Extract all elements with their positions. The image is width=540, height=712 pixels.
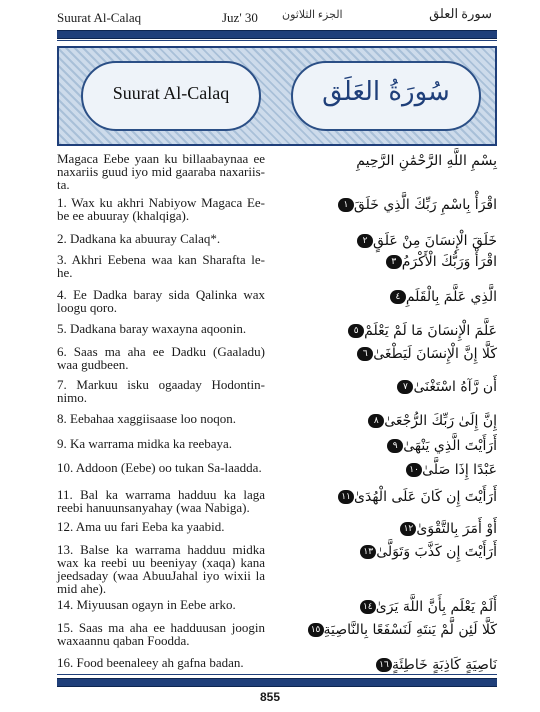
verse-somali: 11. Bal ka warrama hadduu ka laga reebi hanuunsanyahay (waa Nabiga). [57,487,265,515]
verse-somali: 9. Ka warrama midka ka reebaya. [57,436,233,451]
verse-number-marker: ٦ [357,347,373,361]
verse-arabic [287,412,497,430]
verse-number-marker: ١ [338,198,354,212]
verse-number-marker: ١١ [338,490,354,504]
verse-arabic [287,345,497,363]
verse-arabic [287,322,497,340]
verse-arabic-text: أَرَأَيْتَ إِن كَانَ عَلَى الْهُدَىٰ [354,489,497,505]
basmala-arabic: بِسْمِ اللَّهِ الرَّحْمَٰنِ الرَّحِيمِ [356,153,497,169]
page-header [0,4,540,28]
verse-number-marker: ٣ [386,255,402,269]
verse-somali: 8. Eebahaa xaggiisaase loo noqon. [57,411,237,426]
verse-arabic [287,232,497,250]
verse-number-marker: ٢ [357,234,373,248]
verse-arabic-text: عَبْدًا إِذَا صَلَّىٰ [422,462,497,478]
verse-arabic-text: أَوْ أَمَرَ بِالتَّقْوَىٰ [416,521,497,537]
verse-somali: 15. Saas ma aha ee hadduusan joogin waxaannu qaban Foodda. [57,620,265,648]
top-thin-rule [57,40,497,41]
header-juz-arabic: الجزء الثلاثون [282,9,343,21]
verse-arabic-text: أَرَأَيْتَ الَّذِي يَنْهَىٰ [403,438,497,454]
verse-number-marker: ١٥ [308,623,324,637]
verse-arabic [287,288,497,306]
verse-number-marker: ١٦ [376,658,392,672]
verse-arabic [287,253,497,271]
verse-arabic-text: اقْرَأْ بِاسْمِ رَبِّكَ الَّذِي خَلَقَ [353,197,497,213]
verse-arabic [287,656,497,674]
verse-somali: 14. Miyuusan ogayn in Eebe arko. [57,597,236,612]
verse-arabic [287,488,497,506]
banner-title-arabic: سُورَةُ العَلَق [322,77,450,107]
verse-arabic [287,621,497,639]
verse-arabic [287,543,497,561]
verse-somali: 7. Markuu isku ogaaday Hodontin-nimo. [57,377,265,405]
verse-somali: 2. Dadkana ka abuuray Calaq*. [57,231,221,246]
verse-number-marker: ٥ [348,324,364,338]
header-juz: Juz' 30 [222,10,258,25]
verse-number-marker: ٨ [368,414,384,428]
verse-arabic-text: إِنَّ إِلَىٰ رَبِّكَ الرُّجْعَىٰ [384,413,497,429]
verse-number-marker: ١٣ [360,545,376,559]
verse-arabic-text: عَلَّمَ الْإِنسَانَ مَا لَمْ يَعْلَمْ [364,323,497,339]
verse-arabic-text: الَّذِي عَلَّمَ بِالْقَلَمِ [405,289,497,305]
verse-arabic-text: أَلَمْ يَعْلَم بِأَنَّ اللَّهَ يَرَىٰ [375,599,497,615]
verse-arabic-text: أَرَأَيْتَ إِن كَذَّبَ وَتَوَلَّىٰ [376,544,497,560]
verse-somali: 5. Dadkana baray waxayna aqoonin. [57,321,247,336]
verse-number-marker: ١٠ [406,463,422,477]
verse-arabic-text: كَلَّا لَئِن لَّمْ يَنتَهِ لَنَسْفَعًا بِالنَّاصِيَةِ [323,622,497,638]
verse-number-marker: ٧ [397,380,413,394]
verse-arabic [287,520,497,538]
verse-arabic [287,437,497,455]
verse-somali: 1. Wax ku akhri Nabiyow Magaca Ee-be ee abuuray (khalqiga). [57,195,265,223]
page-number: 855 [259,690,281,704]
verse-somali: 4. Ee Dadka baray sida Qalinka wax loogu qoro. [57,287,265,315]
banner-cartouche-arabic [291,61,481,131]
verse-somali: 6. Saas ma aha ee Dadku (Gaaladu) waa gudbeen. [57,344,265,372]
header-surah-arabic: سورة العلق [429,6,492,21]
verse-arabic [287,461,497,479]
verse-arabic [287,378,497,396]
verse-arabic-text: خَلَقَ الْإِنسَانَ مِنْ عَلَقٍ [373,233,497,249]
banner-cartouche-latin [81,61,261,131]
surah-title-banner [57,46,497,146]
verse-somali: 10. Addoon (Eebe) oo tukan Sa-laadda. [57,460,262,475]
banner-title: Suurat Al-Calaq [112,83,230,103]
verse-arabic-text: اقْرَأْ وَرَبُّكَ الْأَكْرَمُ [401,254,497,270]
verse-arabic [287,598,497,616]
verse-somali: 16. Food beenaleey ah gafna badan. [57,655,244,670]
verse-number-marker: ١٤ [360,600,376,614]
verse-arabic-text: نَاصِيَةٍ كَاذِبَةٍ خَاطِئَةٍ [391,657,497,673]
bottom-thin-rule [57,674,497,675]
verse-somali: 12. Ama uu fari Eeba ka yaabid. [57,519,225,534]
verse-number-marker: ٤ [390,290,406,304]
intro-somali: Magaca Eebe yaan ku billaabaynaa ee naxariis guud iyo mid gaaraba naxariis-ta. [57,151,265,192]
verse-number-marker: ٩ [387,439,403,453]
verse-arabic-text: كَلَّا إِنَّ الْإِنسَانَ لَيَطْغَىٰ [373,346,497,362]
top-border-rule [57,30,497,39]
verse-number-marker: ١٢ [400,522,416,536]
header-surah-name: Suurat Al-Calaq [57,10,142,25]
verse-somali: 3. Akhri Eebena waa kan Sharafta le-he. [57,252,265,280]
verse-arabic [287,196,497,214]
verse-arabic-text: أَن رَّآهُ اسْتَغْنَىٰ [413,379,497,395]
bottom-border-rule [57,678,497,687]
verse-somali: 13. Balse ka warrama hadduu midka wax ka reebi uu beeniyay (xaqa) kana jeedsaday (waa AbuuJahal iyo wixii la mid ahe). [57,542,265,596]
